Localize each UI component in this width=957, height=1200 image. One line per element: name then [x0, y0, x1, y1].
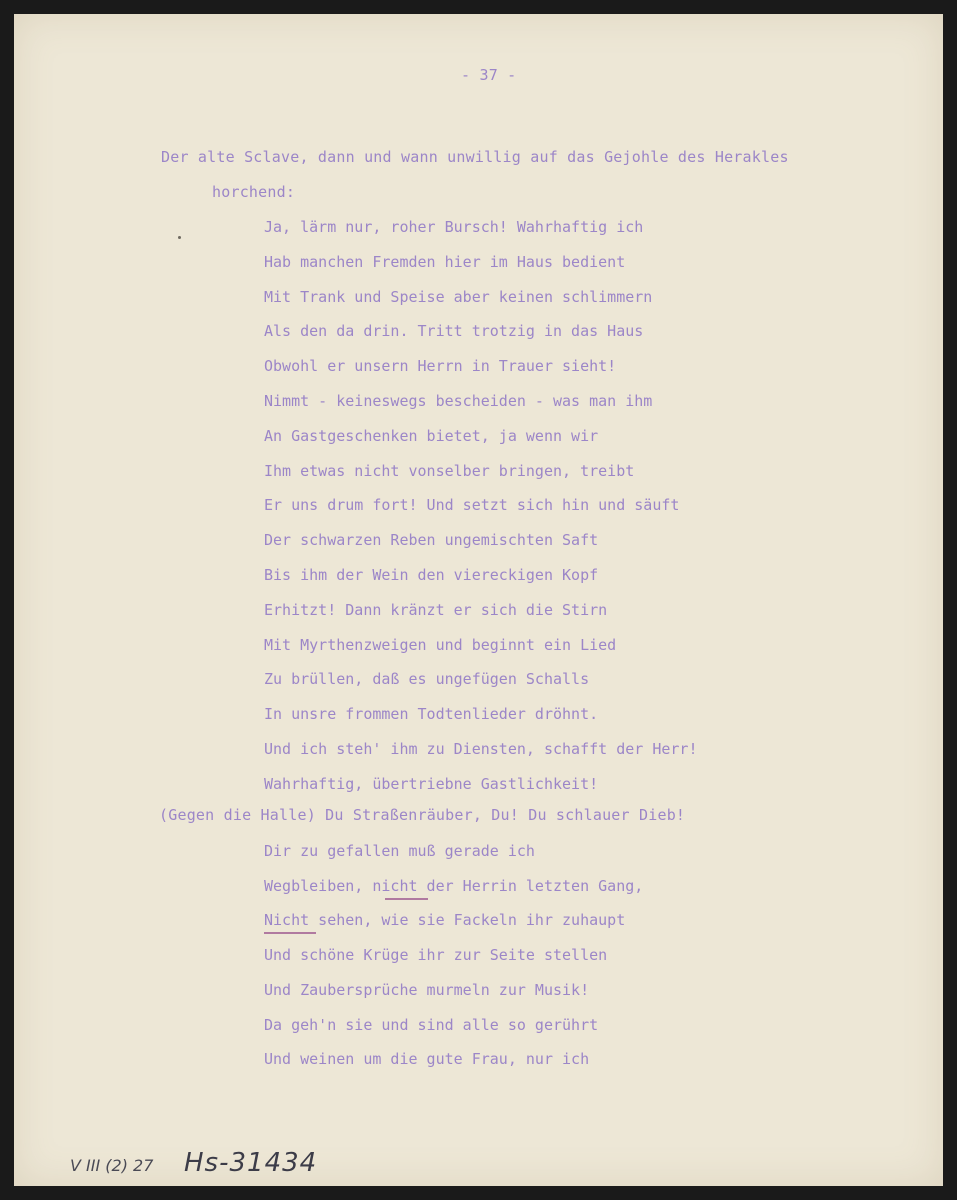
verse-line: Hab manchen Fremden hier im Haus bedient: [264, 252, 626, 271]
stage-direction-line-3: (Gegen die Halle) Du Straßenräuber, Du! Du schlauer Dieb!: [159, 806, 686, 824]
underline-nicht-2: [264, 932, 316, 934]
verse-line: Nicht sehen, wie sie Fackeln ihr zuhaupt: [264, 911, 626, 930]
verse-line: Und schöne Krüge ihr zur Seite stellen: [264, 946, 608, 965]
verse-line: Und Zaubersprüche murmeln zur Musik!: [264, 980, 590, 999]
verse-line: Bis ihm der Wein den viereckigen Kopf: [264, 566, 599, 584]
stage-direction-line-2: horchend:: [212, 183, 296, 201]
verse-line: Ja, lärm nur, roher Bursch! Wahrhaftig ich: [264, 218, 644, 236]
verse-line: Und weinen um die gute Frau, nur ich: [264, 1050, 590, 1069]
verse-line: Da geh'n sie und sind alle so gerührt: [264, 1015, 599, 1034]
page-number: - 37 -: [461, 66, 517, 84]
manuscript-signature: Hs-31434: [184, 1148, 318, 1178]
verse-line: Mit Trank und Speise aber keinen schlimmern: [264, 287, 653, 306]
document-page: [14, 14, 943, 1186]
verse-line: Mit Myrthenzweigen und beginnt ein Lied: [264, 635, 617, 654]
verse-line: Dir zu gefallen muß gerade ich: [264, 842, 535, 860]
underline-nicht: [385, 898, 428, 900]
verse-line: An Gastgeschenken bietet, ja wenn wir: [264, 426, 599, 445]
verse-line: Er uns drum fort! Und setzt sich hin und säuft: [264, 496, 680, 515]
ink-spot: [178, 236, 181, 239]
archive-shelfmark: V III (2) 27: [70, 1156, 154, 1175]
verse-line: Der schwarzen Reben ungemischten Saft: [264, 531, 599, 550]
verse-line: Erhitzt! Dann kränzt er sich die Stirn: [264, 600, 608, 619]
verse-line: Zu brüllen, daß es ungefügen Schalls: [264, 670, 590, 689]
verse-line: Als den da drin. Tritt trotzig in das Haus: [264, 322, 644, 341]
verse-line: In unsre frommen Todtenlieder dröhnt.: [264, 705, 599, 724]
verse-line: Wegbleiben, nicht der Herrin letzten Gang,: [264, 876, 644, 895]
verse-line: Ihm etwas nicht vonselber bringen, treibt: [264, 461, 635, 480]
verse-line: Nimmt - keineswegs bescheiden - was man ihm: [264, 392, 653, 410]
stage-direction-line-1: Der alte Sclave, dann und wann unwillig auf das Gejohle des Herakles: [161, 148, 789, 166]
verse-line: Und ich steh' ihm zu Diensten, schafft der Herr!: [264, 740, 698, 758]
verse-line: Obwohl er unsern Herrn in Trauer sieht!: [264, 357, 617, 376]
verse-line: Wahrhaftig, übertriebne Gastlichkeit!: [264, 774, 599, 793]
